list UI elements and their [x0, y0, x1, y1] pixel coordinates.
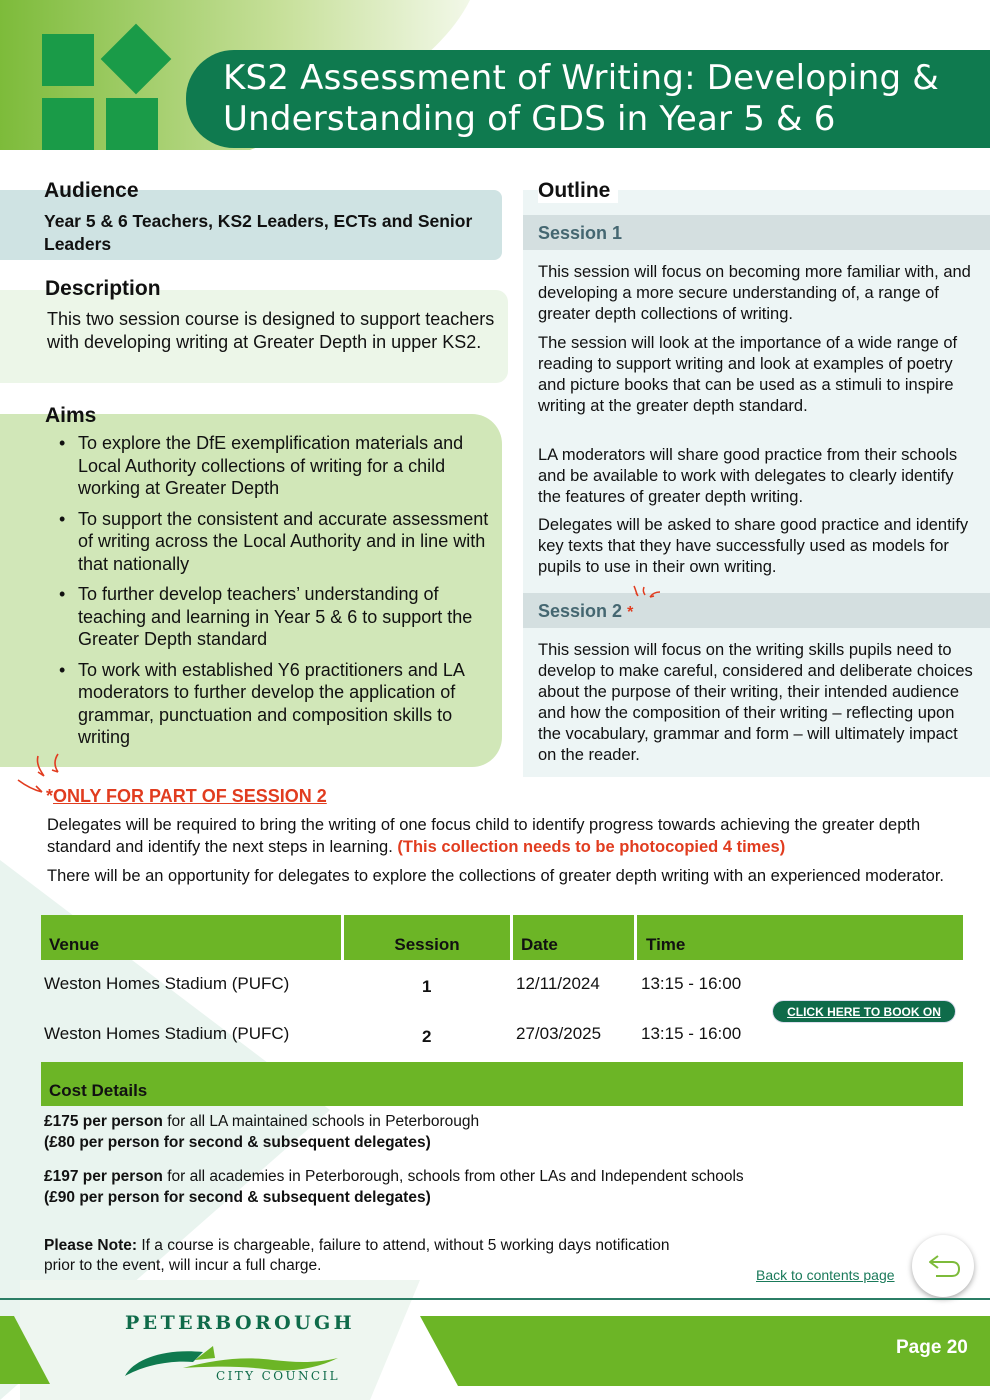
cost-heading: Cost Details — [41, 1062, 963, 1106]
logo-bottom-text: CITY COUNCIL — [216, 1369, 340, 1383]
cost-line-academies-subsequent: (£90 per person for second & subsequent delegates) — [44, 1189, 431, 1206]
session-1-paragraph: This session will focus on becoming more familiar with, and developing a more secure understanding of, a range of greater depth collections of writing. — [538, 263, 971, 323]
session-2-paragraph: This session will focus on the writing skills pupils need to develop to make careful, considered and deliberate choices about the purpose of their writing, their intended audience and how the composition of their writing – reflecting upon the vocabulary, grammar and form – will ultimately impact on the reader. — [538, 641, 973, 764]
session-2-bar — [523, 593, 990, 628]
list-item: • To support the consistent and accurate assessment of writing across the Local Authority and in line with that nationally — [50, 508, 490, 576]
page-number: Page 20 — [896, 1337, 968, 1358]
please-note-continued: prior to the event, will incur a full charge. — [44, 1257, 322, 1274]
return-arrow-icon — [924, 1252, 962, 1280]
session-note-text: ONLY FOR PART OF SESSION 2 — [53, 786, 327, 806]
table-header-date: Date — [513, 915, 634, 960]
cost-line-maintained-subsequent: (£80 per person for second & subsequent delegates) — [44, 1134, 431, 1151]
footer-left-decoration — [0, 1300, 50, 1400]
venue-cell: Weston Homes Stadium (PUFC) — [44, 974, 290, 993]
date-cell: 27/03/2025 — [516, 1024, 602, 1043]
session-1-paragraph: LA moderators will share good practice from their schools and be available to work with delegates to clearly identify the features of greater depth writing. — [538, 446, 958, 506]
delegates-note-text: Delegates will be required to bring the writing of one focus child to identify progress towards achieving the greater depth standard and identify the next steps in learning. — [47, 816, 921, 856]
venue-cell: Weston Homes Stadium (PUFC) — [44, 1024, 290, 1043]
table-header-venue: Venue — [41, 915, 341, 960]
table-header-time: Time — [637, 915, 963, 960]
session-note: *ONLY FOR PART OF SESSION 2 — [46, 786, 327, 806]
delegates-note — [47, 815, 967, 858]
please-note: Please Note: If a course is chargeable, failure to attend, without 5 working days notification — [44, 1237, 670, 1254]
date-cell: 12/11/2024 — [516, 974, 600, 993]
back-to-contents-link[interactable]: Back to contents page — [756, 1267, 895, 1283]
peterborough-council-logo — [118, 1310, 356, 1390]
annotation-arrows-icon — [630, 584, 664, 608]
table-header-session: Session — [344, 915, 510, 960]
photocopy-warning: (This collection needs to be photocopied 4 times) — [397, 837, 786, 856]
description-text: This two session course is designed to support teachers with developing writing at Greater Depth in upper KS2. — [47, 309, 495, 352]
opportunity-note: There will be an opportunity for delegates to explore the collections of greater depth writing with an experienced moderator. — [47, 867, 945, 885]
page-title: KS2 Assessment of Writing: Developing & Understanding of GDS in Year 5 & 6 — [223, 58, 940, 139]
session-1-paragraph: The session will look at the importance of a wide range of reading to support writing and look at examples of poetry and picture books that can be used as a stimuli to inspire writing at the greater depth standard. — [538, 334, 958, 415]
list-item: • To further develop teachers’ understanding of teaching and learning in Year 5 & 6 to support the Greater Depth standard — [50, 583, 490, 651]
aims-heading: Aims — [45, 404, 97, 427]
cost-line-maintained: £175 per person for all LA maintained schools in Peterborough — [44, 1113, 480, 1130]
session-1-label: Session 1 — [538, 223, 623, 243]
audience-text: Year 5 & 6 Teachers, KS2 Leaders, ECTs and Senior Leaders — [44, 211, 473, 254]
session-cell: 2 — [422, 1027, 432, 1046]
description-heading: Description — [45, 277, 161, 300]
logo-squares — [42, 28, 168, 150]
time-cell: 13:15 - 16:00 — [641, 1024, 742, 1043]
session-1-paragraph: Delegates will be asked to share good practice and identify key texts that they have successfully used as models for pupils to use in their own writing. — [538, 516, 969, 576]
outline-heading: Outline — [538, 179, 618, 203]
footer-divider — [0, 1298, 990, 1300]
list-item: • To explore the DfE exemplification materials and Local Authority collections of writing for a child working at Greater Depth — [50, 432, 490, 500]
book-button[interactable]: CLICK HERE TO BOOK ON — [772, 1000, 956, 1023]
session-2-asterisk: * — [627, 604, 634, 621]
session-2-label: Session 2 — [538, 601, 623, 621]
session-1-bar — [523, 215, 990, 250]
back-button[interactable] — [912, 1235, 974, 1297]
cost-line-academies: £197 per person for all academies in Peterborough, schools from other LAs and Independent schools — [44, 1168, 744, 1185]
session-cell: 1 — [422, 977, 432, 996]
aims-list — [50, 432, 490, 757]
logo-top-text: PETERBOROUGH — [125, 1312, 356, 1334]
audience-heading: Audience — [44, 179, 139, 202]
title-banner — [186, 50, 990, 148]
list-item: • To work with established Y6 practitioners and LA moderators to further develop the application of grammar, punctuation and composition skills to writing — [50, 659, 490, 749]
time-cell: 13:15 - 16:00 — [641, 974, 742, 993]
